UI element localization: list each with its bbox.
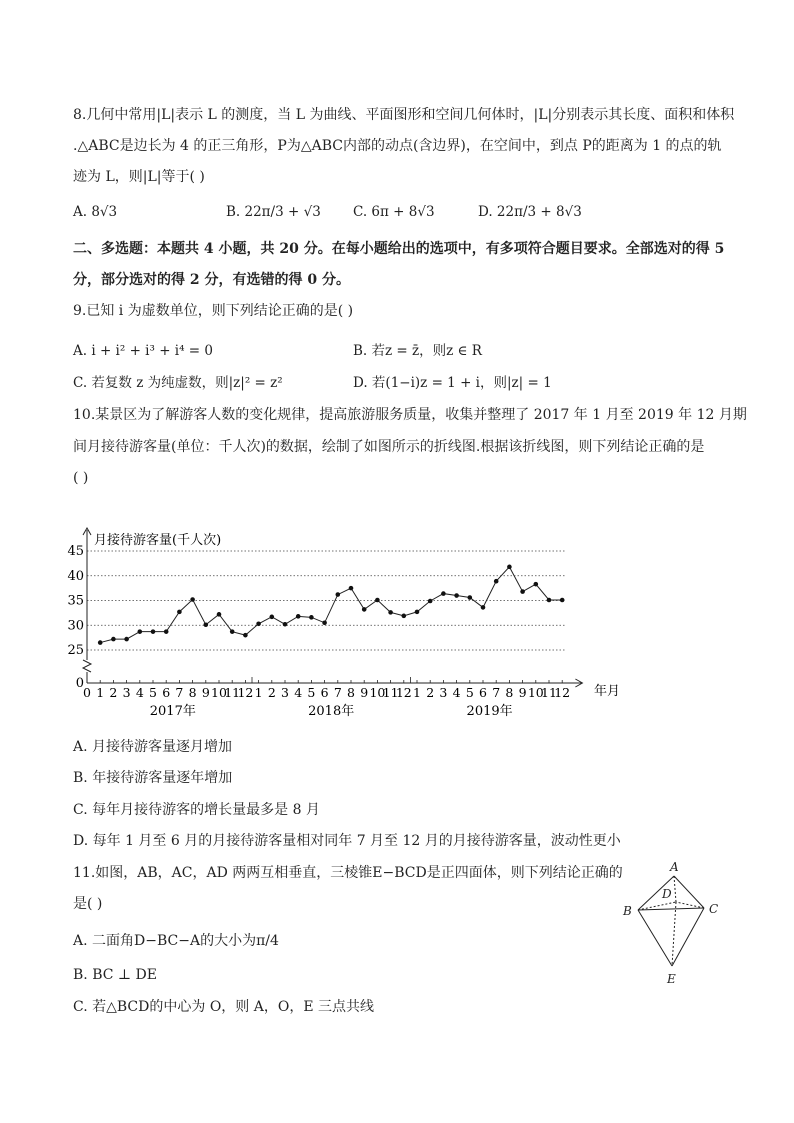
- x-tick-label: 8: [505, 685, 514, 700]
- x-tick-label: 7: [492, 685, 501, 700]
- x-tick-label: 7: [333, 685, 342, 700]
- q8-line2: .△ABC是边长为 4 的正三角形，P为△ABC内部的动点(含边界)，在空间中，到点 P的距离为 1 的点的轨: [73, 138, 722, 154]
- data-point: [322, 620, 327, 625]
- x-tick-label: 4: [135, 685, 144, 700]
- x-tick-label: 11: [224, 685, 241, 700]
- data-point: [441, 591, 446, 596]
- q9-stem: 9.已知 i 为虚数单位，则下列结论正确的是( ): [73, 303, 354, 319]
- x-tick-label: 9: [201, 685, 210, 700]
- data-point: [520, 589, 525, 594]
- edge-de: [672, 902, 676, 966]
- x-tick-label: 3: [439, 685, 448, 700]
- q9-option-d: D. 若(1−i)z = 1 + i，则|z| = 1: [353, 375, 552, 391]
- x-tick-label: 12: [395, 685, 412, 700]
- q9-option-a: A. i + i² + i³ + i⁴ = 0: [73, 343, 214, 359]
- label-e: E: [667, 972, 676, 986]
- data-point: [428, 599, 433, 604]
- y-tick-label: 35: [67, 593, 84, 609]
- data-point: [349, 586, 354, 591]
- edge-ad: [674, 876, 676, 902]
- x-tick-label: 8: [188, 685, 197, 700]
- q11-option-c: C. 若△BCD的中心为 O，则 A，O，E 三点共线: [73, 999, 374, 1015]
- q8-option-c: C. 6π + 8√3: [353, 204, 435, 220]
- q10-line2: 间月接待游客量(单位：千人次)的数据，绘制了如图所示的折线图.根据该折线图，则下列结论正确的是: [73, 439, 705, 455]
- x-tick-label: 0: [83, 685, 91, 700]
- x-tick-label: 2: [426, 685, 435, 700]
- data-point: [164, 629, 169, 634]
- label-d: D: [662, 887, 672, 901]
- data-point: [177, 610, 182, 615]
- data-point: [534, 582, 539, 587]
- x-tick-label: 3: [122, 685, 131, 700]
- q10-line1: 10.某景区为了解游客人数的变化规律，提高旅游服务质量，收集并整理了 2017 年 1 月至 2019 年 12 月期: [73, 407, 747, 423]
- data-point: [204, 622, 209, 627]
- q10-option-a: A. 月接待游客量逐月增加: [73, 739, 233, 755]
- data-point: [507, 565, 512, 570]
- x-tick-label: 11: [541, 685, 557, 700]
- x-tick-label: 1: [413, 685, 421, 700]
- q8-option-d: D. 22π/3 + 8√3: [478, 204, 582, 220]
- q11-option-b: B. BC ⊥ DE: [73, 967, 157, 983]
- data-point: [560, 598, 565, 603]
- q10-option-b: B. 年接待游客量逐年增加: [73, 770, 233, 786]
- chart-x-ticks: [83, 677, 570, 700]
- x-tick-label: 12: [554, 685, 571, 700]
- data-point: [111, 637, 116, 642]
- q11-option-a: A. 二面角D−BC−A的大小为π/4: [73, 933, 279, 949]
- label-c: C: [709, 902, 719, 916]
- edge-bc: [638, 908, 704, 910]
- year-label: 2018年: [308, 704, 355, 719]
- chart-points: [98, 565, 565, 645]
- q9-option-c: C. 若复数 z 为纯虚数，则|z|² = z²: [73, 375, 283, 391]
- q10-option-d: D. 每年 1 月至 6 月的月接待游客量相对同年 7 月至 12 月的月接待游客量，波动性更小: [73, 833, 621, 849]
- x-tick-label: 10: [211, 685, 227, 700]
- data-point: [217, 612, 222, 617]
- year-label: 2019年: [466, 704, 513, 719]
- x-tick-label: 4: [294, 685, 303, 700]
- data-point: [454, 593, 459, 598]
- label-a: A: [670, 860, 679, 874]
- q8-option-b: B. 22π/3 + √3: [226, 204, 321, 220]
- data-point: [243, 633, 248, 638]
- chart-year-labels: [150, 703, 513, 719]
- q10-option-c: C. 每年月接待游客的增长量最多是 8 月: [73, 802, 320, 818]
- x-tick-label: 8: [347, 685, 355, 700]
- x-tick-label: 10: [527, 685, 544, 700]
- data-point: [98, 640, 103, 645]
- x-tick-label: 2: [267, 685, 276, 700]
- x-tick-label: 5: [149, 685, 157, 700]
- data-point: [547, 598, 552, 603]
- data-point: [283, 622, 288, 627]
- data-point: [402, 614, 407, 619]
- q8-line3: 迹为 L，则|L|等于( ): [73, 169, 205, 185]
- y-tick-label: 0: [75, 676, 84, 691]
- x-tick-label: 5: [465, 685, 474, 700]
- data-point: [138, 629, 143, 634]
- x-tick-label: 6: [320, 685, 329, 700]
- x-tick-label: 12: [237, 685, 254, 700]
- q8-line1: 8.几何中常用|L|表示 L 的测度，当 L 为曲线、平面图形和空间几何体时，|L|分别表示其长度、面积和体积: [73, 107, 735, 123]
- x-tick-label: 10: [369, 685, 386, 700]
- edge-ce: [672, 908, 704, 966]
- y-tick-label: 45: [67, 544, 84, 559]
- chart-x-label: 年月: [594, 684, 621, 699]
- q11-line1: 11.如图，AB，AC，AD 两两互相垂直，三棱锥E−BCD是正四面体，则下列结论正确的: [73, 865, 623, 881]
- label-b: B: [623, 904, 632, 918]
- chart-title: 月接待游客量(千人次): [94, 533, 222, 548]
- x-tick-label: 4: [452, 685, 461, 700]
- data-point: [296, 614, 301, 619]
- data-point: [468, 595, 473, 600]
- q9-option-b: B. 若z = z̄，则z ∈ R: [353, 343, 482, 359]
- x-tick-label: 11: [382, 685, 399, 700]
- chart-axes: [83, 528, 582, 687]
- edge-be: [638, 910, 672, 966]
- data-point: [481, 605, 486, 610]
- x-tick-label: 9: [518, 685, 527, 700]
- data-point: [230, 629, 235, 634]
- q8-option-a: A. 8√3: [73, 204, 118, 220]
- y-tick-label: 30: [67, 618, 84, 634]
- data-point: [375, 598, 380, 603]
- y-tick-label: 25: [67, 643, 84, 658]
- data-point: [270, 615, 275, 620]
- section2-line1: 二、多选题：本题共 4 小题，共 20 分。在每小题给出的选项中，有多项符合题目要求。全部选对的得 5: [73, 241, 725, 257]
- year-label: 2017年: [149, 704, 196, 719]
- q10-line3: ( ): [73, 470, 89, 486]
- x-tick-label: 6: [162, 685, 171, 700]
- data-point: [256, 621, 261, 626]
- data-point: [124, 637, 129, 642]
- data-point: [494, 579, 499, 584]
- data-point: [415, 610, 420, 615]
- x-tick-label: 6: [479, 685, 487, 700]
- x-tick-label: 5: [307, 685, 316, 700]
- x-tick-label: 1: [96, 685, 105, 700]
- data-point: [388, 610, 393, 615]
- x-tick-label: 1: [254, 685, 263, 700]
- x-tick-label: 9: [360, 685, 369, 700]
- edge-ac: [674, 876, 704, 908]
- x-tick-label: 2: [109, 685, 118, 700]
- visitor-line-chart: [67, 520, 630, 725]
- chart-series-line: [100, 567, 562, 643]
- data-point: [362, 607, 367, 612]
- q11-line2: 是( ): [73, 896, 103, 912]
- tetrahedron-figure: [616, 858, 726, 988]
- x-tick-label: 7: [175, 685, 184, 700]
- section2-line2: 分，部分选对的得 2 分，有选错的得 0 分。: [73, 272, 350, 288]
- x-tick-label: 3: [281, 685, 289, 700]
- y-tick-label: 40: [67, 568, 84, 584]
- chart-grid: [87, 551, 566, 650]
- data-point: [336, 592, 341, 597]
- data-point: [309, 615, 314, 620]
- data-point: [190, 597, 195, 602]
- y-axis-break: [83, 660, 91, 672]
- data-point: [151, 629, 156, 634]
- chart-y-ticks: [67, 544, 84, 691]
